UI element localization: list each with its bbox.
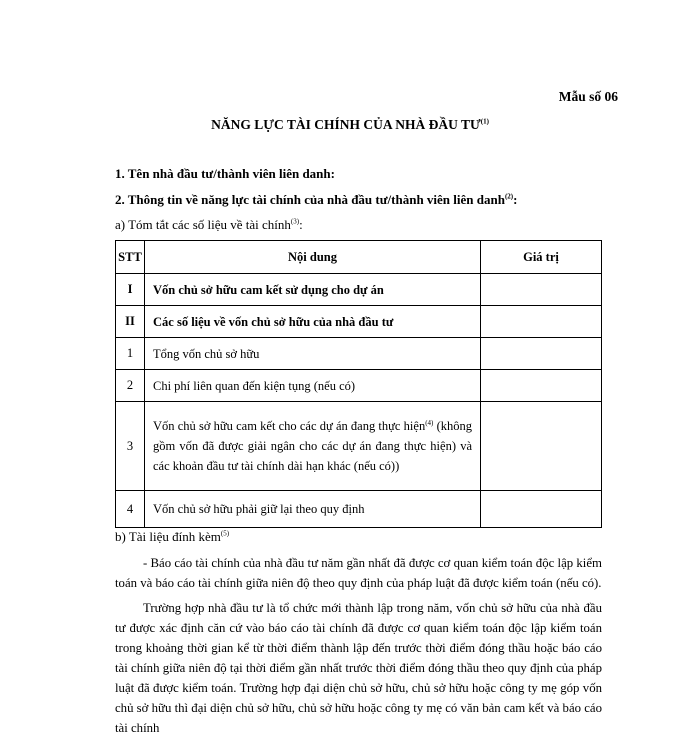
row-stt: 4 xyxy=(116,491,145,528)
row-stt: II xyxy=(116,306,145,338)
row-content: Tổng vốn chủ sở hữu xyxy=(145,338,481,370)
page-title xyxy=(0,117,700,133)
row-value xyxy=(481,306,602,338)
section-2-text: 2. Thông tin về năng lực tài chính của nhà đầu tư/thành viên liên danh xyxy=(115,192,505,207)
header-stt: STT xyxy=(116,241,145,274)
row-content: Chi phí liên quan đến kiện tụng (nếu có) xyxy=(145,370,481,402)
form-number: Mẫu số 06 xyxy=(558,89,618,104)
subsection-a-text: a) Tóm tắt các số liệu về tài chính xyxy=(115,217,291,232)
table-row xyxy=(116,491,602,528)
section-2-suffix: : xyxy=(513,192,518,207)
table-header-row xyxy=(116,241,602,274)
paragraph-financial-report: - Báo cáo tài chính của nhà đầu tư năm gần nhất đã được cơ quan kiểm toán độc lập kiểm toán và báo cáo tài chính giữa niên độ theo quy định của pháp luật đã được kiểm toán (nếu có). xyxy=(115,556,602,590)
subsection-a-footnote: (3) xyxy=(290,217,300,226)
row-value xyxy=(481,402,602,491)
row-stt: I xyxy=(116,274,145,306)
row-stt: 3 xyxy=(116,402,145,491)
subsection-b-footnote: (5) xyxy=(220,529,230,538)
section-2-footnote: (2) xyxy=(504,192,514,201)
row-value xyxy=(481,491,602,528)
row-content xyxy=(145,402,481,491)
row-content-tail: (không gồm vốn đã được giải ngân cho các dự án đang thực hiện) và các khoản đầu tư tài chính dài hạn khác (nếu có)) xyxy=(153,419,473,473)
subsection-b-text: b) Tài liệu đính kèm xyxy=(115,529,221,544)
subsection-b-heading xyxy=(115,529,229,545)
row-content: Vốn chủ sở hữu cam kết sử dụng cho dự án xyxy=(145,274,481,306)
subsection-a-heading xyxy=(115,217,303,233)
header-content: Nội dung xyxy=(145,241,481,274)
row-stt: 1 xyxy=(116,338,145,370)
table-row xyxy=(116,274,602,306)
section-2-heading xyxy=(115,192,517,208)
paragraph-new-organization: Trường hợp nhà đầu tư là tổ chức mới thành lập trong năm, vốn chủ sở hữu của nhà đầu tư được xác định căn cứ vào báo cáo tài chính đã được cơ quan kiểm toán độc lập kiểm toán trong khoảng thời gian kể từ thời điểm thành lập đến trước thời điểm đóng thầu hoặc báo cáo tài chính giữa niên độ tại thời điểm gần nhất trước thời điểm đóng thầu theo quy định của pháp luật đã được kiểm toán. Trường hợp đại diện chủ sở hữu, chủ sở hữu hoặc công ty mẹ góp vốn chủ sở hữu thì đại diện chủ sở hữu, chủ sở hữu hoặc công ty mẹ có văn bản cam kết và báo cáo tài chính xyxy=(115,601,602,735)
row-content-text: Vốn chủ sở hữu cam kết cho các dự án đang thực hiện xyxy=(153,419,426,433)
table-row xyxy=(116,370,602,402)
row-value xyxy=(481,338,602,370)
section-1-heading: 1. Tên nhà đầu tư/thành viên liên danh: xyxy=(115,166,335,181)
row-stt: 2 xyxy=(116,370,145,402)
row-value xyxy=(481,274,602,306)
row-content: Vốn chủ sở hữu phải giữ lại theo quy định xyxy=(145,491,481,528)
table-row xyxy=(116,306,602,338)
financial-summary-table xyxy=(115,240,602,528)
table-row xyxy=(116,338,602,370)
subsection-a-suffix: : xyxy=(299,217,303,232)
row-value xyxy=(481,370,602,402)
title-footnote: (1) xyxy=(480,117,489,126)
header-value: Giá trị xyxy=(481,241,602,274)
row-footnote: (4) xyxy=(425,418,434,427)
table-row xyxy=(116,402,602,491)
title-text: NĂNG LỰC TÀI CHÍNH CỦA NHÀ ĐẦU TƯ xyxy=(211,117,481,132)
row-content: Các số liệu về vốn chủ sở hữu của nhà đầu tư xyxy=(145,306,481,338)
